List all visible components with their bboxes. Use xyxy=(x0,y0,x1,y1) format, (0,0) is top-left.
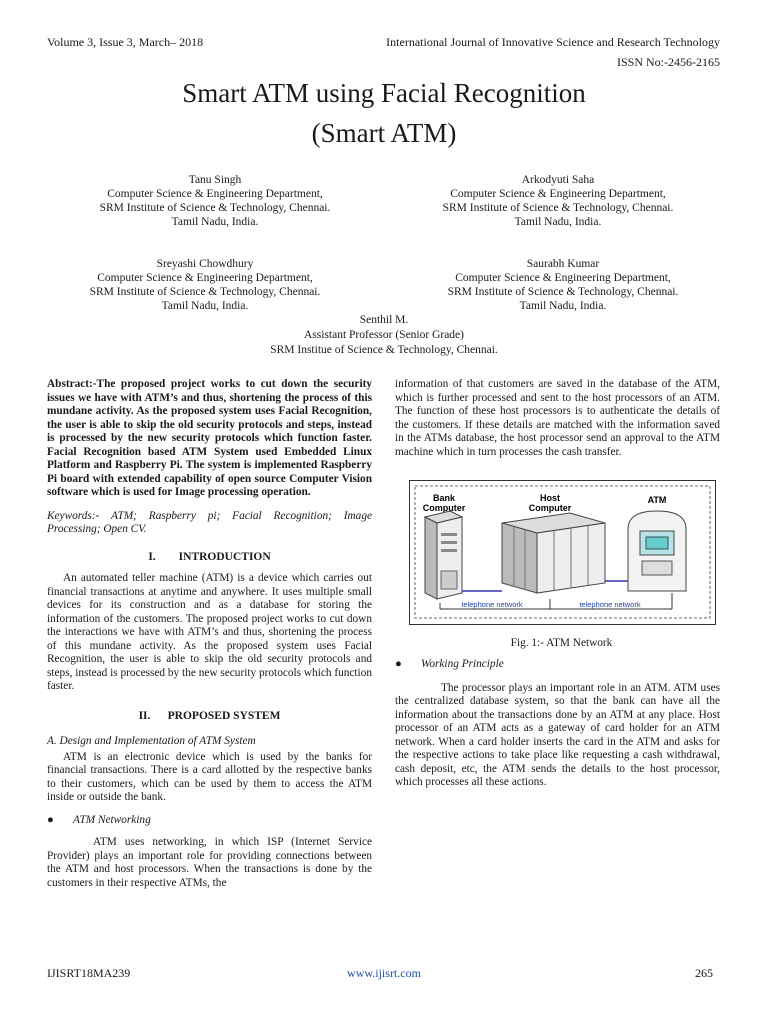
author-block-1 xyxy=(55,173,375,229)
author-name: Saurabh Kumar xyxy=(526,258,600,270)
bullet-label: Working Principle xyxy=(421,658,504,670)
network-label-2: telephone network xyxy=(579,600,641,609)
author-dept: Computer Science & Engineering Department, xyxy=(97,272,313,284)
advisor-title: Assistant Professor (Senior Grade) xyxy=(303,329,464,341)
figure-atm-network xyxy=(409,480,716,625)
right-column-top xyxy=(395,378,720,459)
networking-paragraph: ATM uses networking, in which ISP (Internet Service Provider) plays an important role for providing connections between the ATM and host processors. When the transactions is done by the customers in their respective ATMs, the xyxy=(47,836,372,889)
network-label-1: telephone network xyxy=(461,600,523,609)
journal-issn: ISSN No:-2456-2165 xyxy=(616,55,720,69)
author-inst: SRM Institute of Science & Technology, Chennai. xyxy=(447,286,679,298)
keywords: Keywords:- ATM; Raspberry pi; Facial Recognition; Image Processing; Open CV. xyxy=(47,509,372,535)
author-loc: Tamil Nadu, India. xyxy=(161,300,249,312)
working-paragraph: The processor plays an important role in an ATM. ATM uses the centralized database system, so that the bank can have all the information about the transactions done by an ATM at any place. Host processor of an ATM acts as a gateway of card holder for an ATM network. When a card holder inserts the card in the ATM and asks for the respective actions to take place like requesting a cash withdrawal, cash deposit, etc, the ATM sends the details to the host processor, which processes all these actions. xyxy=(395,681,720,788)
left-column xyxy=(47,378,372,890)
subsection-heading: A. Design and Implementation of ATM System xyxy=(47,735,256,747)
bullet-dot-icon: ● xyxy=(47,813,54,826)
author-inst: SRM Institute of Science & Technology, Chennai. xyxy=(89,286,321,298)
bullet-atm-networking xyxy=(47,814,372,828)
author-name: Tanu Singh xyxy=(188,174,242,186)
author-loc: Tamil Nadu, India. xyxy=(171,216,259,228)
paper-subtitle: (Smart ATM) xyxy=(311,118,457,148)
abstract: Abstract:-The proposed project works to cut down the security issues we have with ATM’s and thus, shortening the process of this mundane activity. As the proposed system uses Facial Recognition, the user is able to skip the old security protocols and steps, instead is processed by the new security protocols which function faster. Facial Recognition based ATM System used Embedded Linux Platform and Raspberry Pi. The system is implemented Raspberry Pi board with extended capability of open source Computer Vision software which is used for Image processing operation. xyxy=(47,378,372,498)
figure-caption: Fig. 1:- ATM Network xyxy=(510,637,613,649)
journal-website-link[interactable]: www.ijisrt.com xyxy=(347,966,421,980)
advisor-inst: SRM Institue of Science & Technology, Chennai. xyxy=(270,344,498,356)
advisor-name: Senthil M. xyxy=(359,314,409,326)
section-title: INTRODUCTION xyxy=(178,550,271,563)
author-block-3 xyxy=(45,257,365,313)
paper-title: Smart ATM using Facial Recognition xyxy=(182,78,586,108)
advisor-block xyxy=(0,313,768,358)
host-computer-icon xyxy=(502,513,605,593)
bullet-label: ATM Networking xyxy=(73,813,151,826)
page-number: 265 xyxy=(695,966,713,980)
author-inst: SRM Institute of Science & Technology, Chennai. xyxy=(99,202,331,214)
author-dept: Computer Science & Engineering Department, xyxy=(450,188,666,200)
host-label: Host xyxy=(540,493,560,503)
author-block-4 xyxy=(403,257,723,313)
author-name: Sreyashi Chowdhury xyxy=(156,258,254,270)
author-dept: Computer Science & Engineering Department, xyxy=(107,188,323,200)
author-loc: Tamil Nadu, India. xyxy=(519,300,607,312)
author-block-2 xyxy=(398,173,718,229)
atm-label: ATM xyxy=(647,495,667,505)
bank-label-2: Computer xyxy=(422,503,466,513)
bank-label: Bank xyxy=(432,493,456,503)
paper-id: IJISRT18MA239 xyxy=(47,966,131,980)
author-loc: Tamil Nadu, India. xyxy=(514,216,602,228)
section-heading-proposed-system xyxy=(47,710,372,724)
atm-network-diagram xyxy=(410,481,715,624)
host-label-2: Computer xyxy=(528,503,572,513)
section-number: II. xyxy=(138,709,151,722)
atm-machine-icon xyxy=(628,511,686,591)
design-paragraph: ATM is an electronic device which is used by the banks for financial transactions. There is a card allotted by the respective banks to their customers, which can be used by them to access the ATM inside or outside the bank. xyxy=(47,750,372,803)
section-number: I. xyxy=(148,550,156,563)
journal-name: International Journal of Innovative Science and Research Technology xyxy=(386,35,720,49)
author-dept: Computer Science & Engineering Department, xyxy=(455,272,671,284)
journal-volume: Volume 3, Issue 3, March– 2018 xyxy=(47,35,204,49)
bullet-working-principle xyxy=(395,658,720,672)
right-column-bottom xyxy=(395,658,720,790)
section-heading-introduction xyxy=(47,551,372,565)
bullet-dot-icon: ● xyxy=(395,658,402,670)
right-paragraph: information of that customers are saved in the database of the ATM, which is further processed and sent to the host processors of an ATM. The function of these host processors is to authenticate the details of the customers. If these details are matched with the information saved in the ATMs database, the host processor send an approval to the ATM machine which in turn processes the cash transfer. xyxy=(395,378,720,458)
section-title: PROPOSED SYSTEM xyxy=(167,709,281,722)
intro-paragraph: An automated teller machine (ATM) is a device which carries out financial transactions at anytime and anywhere. It uses multiple small devices for its construction and as a database for storing the information of the customers. The proposed project works to cut down the interactions we have with ATM’s and thus, shortening the process of this mundane activity. As the proposed system uses Facial Recognition, the user is able to skip the old security protocols and steps, instead is processed by the new security protocols which function faster. xyxy=(47,572,372,692)
author-inst: SRM Institute of Science & Technology, Chennai. xyxy=(442,202,674,214)
author-name: Arkodyuti Saha xyxy=(521,174,595,186)
bank-computer-icon xyxy=(425,511,462,599)
